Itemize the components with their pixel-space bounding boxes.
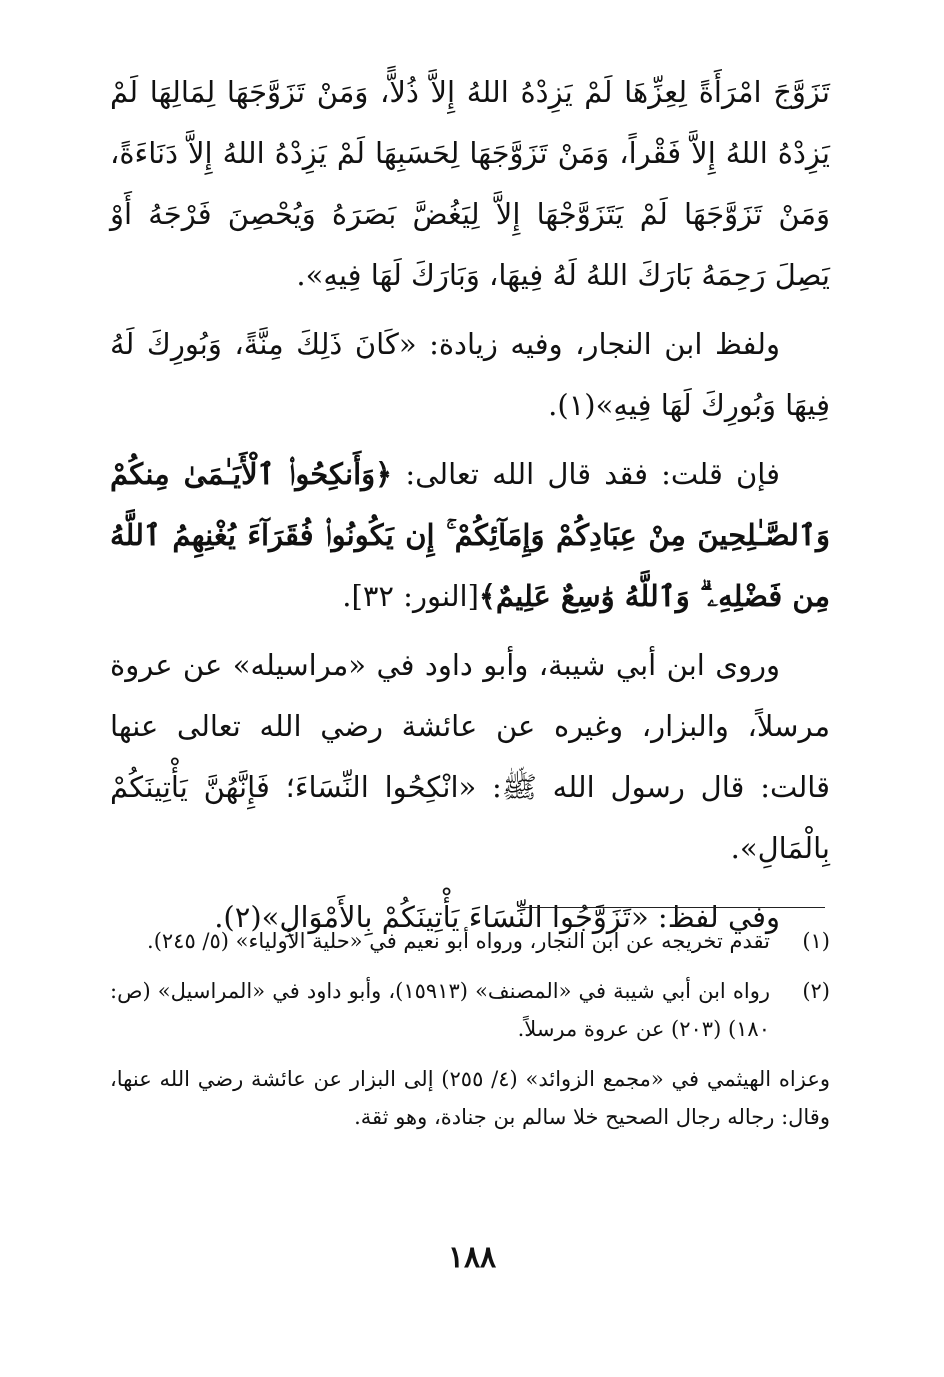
footnote-2 xyxy=(110,972,830,1048)
footnote-2-continuation: وعزاه الهيثمي في «مجمع الزوائد» (٤/ ٢٥٥) إلى البزار عن عائشة رضي الله عنها، وقال: رجاله رجال الصحيح خلا سالم بن جنادة، وهو ثقة. xyxy=(110,1067,830,1129)
footnote-text: تقدم تخريجه عن ابن النجار، ورواه أبو نعيم في «حلية الأولياء» (٥/ ٢٤٥). xyxy=(147,929,770,953)
quran-reference: [النور: ٣٢]. xyxy=(342,579,479,613)
paragraph-quran-citation xyxy=(110,444,830,627)
paragraph-hadith-continuation: تَزَوَّجَ امْرَأَةً لِعِزِّهَا لَمْ يَزِدْهُ اللهُ إِلاَّ ذُلاًّ، وَمَنْ تَزَوَّجَهَا لِمَالِهَا لَمْ يَزِدْهُ اللهُ إِلاَّ فَقْراً، وَمَنْ تَزَوَّجَهَا لِحَسَبِهَا لَمْ يَزِدْهُ اللهُ إِلاَّ دَنَاءَةً، وَمَنْ تَزَوَّجَهَا لَمْ يَتَزَوَّجْهَا إِلاَّ لِيَغُضَّ بَصَرَهُ وَيُحْصِنَ فَرْجَهُ أَوْ يَصِلَ رَحِمَهُ بَارَكَ اللهُ لَهُ فِيهَا، وَبَارَكَ لَهَا فِيهِ». xyxy=(110,75,830,292)
footnote-number: (٢) xyxy=(802,979,830,1003)
footnote-number: (١) xyxy=(802,929,830,953)
paragraph-ibn-najjar-wording: ولفظ ابن النجار، وفيه زيادة: «كَانَ ذَلِكَ مِنَّةً، وَبُورِكَ لَهُ فِيهَا وَبُورِكَ لَهَا فِيهِ»(١). xyxy=(110,327,830,422)
footnote-text: رواه ابن أبي شيبة في «المصنف» (١٥٩١٣)، وأبو داود في «المراسيل» (ص: ١٨٠) (٢٠٣) عن عروة مرسلاً. xyxy=(110,979,770,1041)
page-number: ١٨٨ xyxy=(447,1240,497,1275)
footnote-1 xyxy=(110,922,830,960)
paragraph-lead-text: فإن قلت: فقد قال الله تعالى: xyxy=(392,457,780,491)
main-text xyxy=(110,62,830,956)
paragraph-narration: وروى ابن أبي شيبة، وأبو داود في «مراسيله» عن عروة مرسلاً، والبزار، وغيره عن عائشة رضي الله تعالى عنها قالت: قال رسول الله ﷺ: «انْكِحُوا النِّسَاءَ؛ فَإِنَّهُنَّ يَأْتِينَكُمْ بِالْمَالِ». xyxy=(110,648,830,865)
footnotes xyxy=(110,922,830,1136)
paragraph-alternate-wording: وفي لفظ: «تَزَوَّجُوا النِّسَاءَ يَأْتِينَكُمْ بِالأَمْوَالِ»(٢). xyxy=(214,900,780,934)
quran-verse: ﴿وَأَنكِحُوا۟ ٱلْأَيَـٰمَىٰ مِنكُمْ وَٱلصَّـٰلِحِينَ مِنْ عِبَادِكُمْ وَإِمَآئِكُمْ ۚ إِن يَكُونُوا۟ فُقَرَآءَ يُغْنِهِمُ ٱللَّهُ مِن فَضْلِهِۦ ۗ وَٱللَّهُ وَٰسِعٌ عَلِيمٌ﴾ xyxy=(110,457,830,613)
footnote-divider xyxy=(520,907,825,908)
